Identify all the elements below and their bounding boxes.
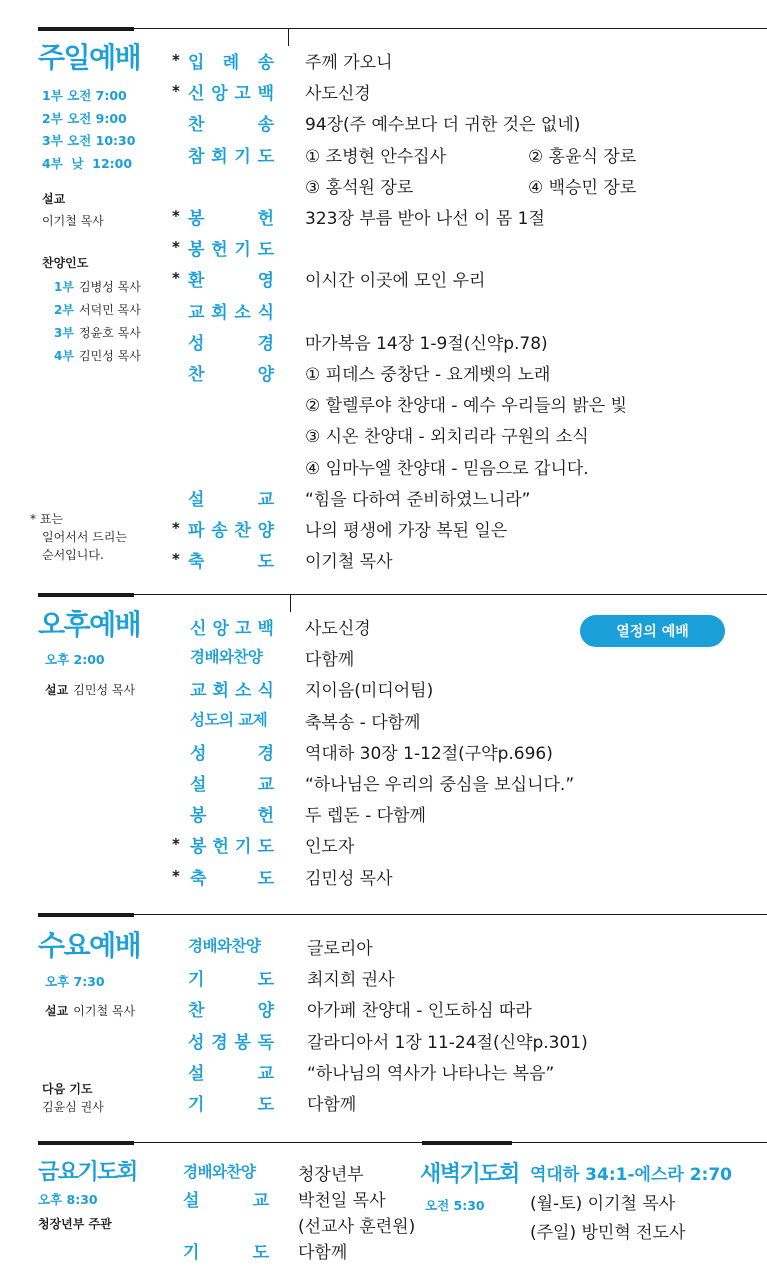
afternoon-top-rule-thick xyxy=(38,593,134,597)
afternoon-row xyxy=(0,799,767,830)
sunday-row xyxy=(0,264,767,295)
sunday-row xyxy=(0,389,767,420)
dawn-top-rule-thick xyxy=(422,1141,512,1145)
order-label: 참 회 기 도 xyxy=(188,146,274,167)
praise-name: 김민성 목사 xyxy=(79,349,141,363)
order-label: 찬 양 xyxy=(188,1001,274,1022)
praise-part: 4부 xyxy=(54,349,74,363)
afternoon-row xyxy=(0,674,767,705)
order-value: ③ 시온 찬양대 - 외치리라 구원의 소식 xyxy=(305,427,589,448)
order-label: 신 앙 고 백 xyxy=(190,619,274,639)
sunday-row xyxy=(0,452,767,483)
standing-marker: * xyxy=(172,269,180,288)
order-label: 찬 양 xyxy=(188,365,274,385)
order-value: 사도신경 xyxy=(305,84,371,105)
order-value: “하나님은 우리의 중심을 보십니다.” xyxy=(305,775,575,795)
sunday-row xyxy=(0,514,767,545)
order-value: 아가페 찬양대 - 인도하심 따라 xyxy=(307,1001,532,1022)
sunday-row xyxy=(0,483,767,514)
order-label: 설 교 xyxy=(188,489,274,510)
sunday-sermon-label: 설교 xyxy=(42,192,66,206)
sunday-row xyxy=(0,420,767,451)
order-value: 글로리아 xyxy=(307,939,373,959)
standing-marker: * xyxy=(172,238,180,257)
wednesday-title: 수요예배 xyxy=(38,929,141,962)
standing-note-3: 순서입니다. xyxy=(42,548,104,562)
wednesday-top-rule-thick xyxy=(38,913,134,917)
wednesday-top-rule xyxy=(134,914,767,915)
order-value: “힘을 다하여 준비하였느니라” xyxy=(305,489,531,510)
order-value: ④ 임마누엘 찬양대 - 믿음으로 갑니다. xyxy=(305,458,589,479)
order-label: 설 교 xyxy=(183,1191,269,1211)
order-label: 신 앙 고 백 xyxy=(188,84,274,105)
order-label: 설 교 xyxy=(190,775,274,795)
order-label: 입 례 송 xyxy=(188,53,274,73)
order-label: 기 도 xyxy=(188,1095,274,1115)
sunday-row xyxy=(0,46,767,77)
order-label: 경배와찬양 xyxy=(183,1163,256,1181)
order-value: 주께 가오니 xyxy=(305,53,393,73)
friday-top-rule xyxy=(134,1142,422,1143)
standing-marker: * xyxy=(172,519,180,537)
sunday-title: 주일예배 xyxy=(38,41,141,74)
sunday-sermon-name: 이기철 목사 xyxy=(42,214,104,228)
wednesday-row xyxy=(0,994,767,1025)
friday-top-rule-thick xyxy=(38,1141,134,1145)
order-label: 성 경 xyxy=(190,743,274,764)
order-value: 마가복음 14장 1-9절(신약p.78) xyxy=(305,333,548,354)
sunday-row xyxy=(0,140,767,171)
friday-title: 금요기도회 xyxy=(38,1160,137,1185)
wednesday-row xyxy=(0,932,767,963)
order-label: 파 송 찬 양 xyxy=(188,521,274,541)
order-label: 교 회 소 식 xyxy=(190,681,274,702)
dawn-time: 오전 5:30 xyxy=(425,1198,485,1213)
order-value: “하나님의 역사가 나타나는 복음” xyxy=(307,1063,555,1084)
standing-marker: * xyxy=(172,82,180,101)
dawn-weekday-preacher: (월-토) 이기철 목사 xyxy=(530,1194,676,1214)
order-label: 기 도 xyxy=(188,970,274,991)
order-value: ① 피데스 중창단 - 요게벳의 노래 xyxy=(305,365,551,385)
afternoon-tick xyxy=(290,594,291,612)
order-value: 지이음(미디어팀) xyxy=(305,681,434,702)
sunday-time-3: 3부 오전 10:30 xyxy=(42,133,136,148)
praise-part: 3부 xyxy=(54,326,74,340)
order-value-secondary: ② 홍윤식 장로 xyxy=(528,146,637,167)
afternoon-row xyxy=(0,862,767,893)
friday-host: 청장년부 주관 xyxy=(38,1217,112,1231)
friday-time: 오후 8:30 xyxy=(38,1192,98,1207)
order-value: 323장 부름 받아 나선 이 몸 1절 xyxy=(305,209,545,229)
order-label: 봉 헌 기 도 xyxy=(190,837,274,858)
standing-marker: * xyxy=(172,550,180,569)
order-value: (선교사 훈련원) xyxy=(298,1217,416,1237)
standing-marker: * xyxy=(172,207,180,225)
wednesday-row xyxy=(0,1057,767,1088)
order-label: 축 도 xyxy=(190,868,274,889)
order-value: 이시간 이곳에 모인 우리 xyxy=(305,271,486,292)
order-label: 봉 헌 xyxy=(190,806,274,827)
standing-note-2: 일어서서 드리는 xyxy=(42,530,127,544)
order-value: 사도신경 xyxy=(305,619,371,639)
order-value: 다함께 xyxy=(307,1095,357,1115)
afternoon-top-rule xyxy=(134,594,767,595)
sunday-time-2: 2부 오전 9:00 xyxy=(42,111,127,126)
afternoon-row xyxy=(0,830,767,861)
standing-marker: * xyxy=(172,835,180,854)
afternoon-sermon-label: 설교 xyxy=(45,683,69,697)
sunday-row xyxy=(0,358,767,389)
order-value: 김민성 목사 xyxy=(305,868,393,889)
order-value: 인도자 xyxy=(305,837,355,858)
afternoon-time: 오후 2:00 xyxy=(45,652,105,667)
order-value: ② 할렐루야 찬양대 - 예수 우리들의 밝은 빛 xyxy=(305,396,627,417)
order-value: ③ 홍석원 장로 xyxy=(305,177,414,198)
sunday-row xyxy=(0,202,767,233)
order-value: 최지희 권사 xyxy=(307,970,395,991)
sunday-row xyxy=(0,327,767,358)
dawn-sunday-preacher: (주일) 방민혁 전도사 xyxy=(530,1223,686,1243)
praise-name: 정윤호 목사 xyxy=(79,326,141,340)
order-value: 축복송 - 다함께 xyxy=(305,712,421,733)
praise-part: 1부 xyxy=(54,280,74,294)
order-value: ① 조병현 안수집사 xyxy=(305,146,447,167)
praise-name: 김병성 목사 xyxy=(79,280,141,294)
order-label: 봉 헌 기 도 xyxy=(188,240,274,261)
order-value: 이기철 목사 xyxy=(305,552,393,573)
order-label: 경배와찬양 xyxy=(188,937,261,955)
standing-note-1: * 표는 xyxy=(30,512,63,526)
sunday-row xyxy=(0,233,767,264)
order-label: 성 경 봉 독 xyxy=(188,1032,274,1053)
next-prayer-name: 김윤심 권사 xyxy=(42,1100,104,1114)
standing-marker: * xyxy=(172,866,180,885)
sunday-top-rule-thick xyxy=(38,27,134,31)
order-label: 성도의 교제 xyxy=(190,710,268,729)
sunday-row xyxy=(0,296,767,327)
praise-part: 2부 xyxy=(54,303,74,317)
standing-marker: * xyxy=(172,51,180,69)
sunday-time-4: 4부 낮 12:00 xyxy=(42,156,133,171)
order-label: 환 영 xyxy=(188,271,274,292)
order-value: 94장(주 예수보다 더 귀한 것은 없네) xyxy=(305,115,581,136)
afternoon-row xyxy=(0,643,767,674)
wednesday-row xyxy=(0,1088,767,1119)
sunday-row xyxy=(0,171,767,202)
afternoon-sermon-name: 김민성 목사 xyxy=(73,683,136,697)
order-label: 축 도 xyxy=(188,552,274,573)
sunday-time-1: 1부 오전 7:00 xyxy=(42,88,127,103)
order-label: 경배와찬양 xyxy=(190,648,263,667)
order-label: 성 경 xyxy=(188,333,274,354)
order-label: 교 회 소 식 xyxy=(188,302,274,323)
next-prayer-label: 다음 기도 xyxy=(42,1082,93,1096)
order-label: 기 도 xyxy=(183,1243,269,1263)
order-value: 청장년부 xyxy=(298,1165,364,1185)
afternoon-title: 오후예배 xyxy=(38,608,141,641)
order-label: 봉 헌 xyxy=(188,209,274,229)
afternoon-row xyxy=(0,768,767,799)
praise-name: 서덕민 목사 xyxy=(79,303,141,317)
afternoon-row xyxy=(0,737,767,768)
sunday-row xyxy=(0,77,767,108)
sunday-row xyxy=(0,545,767,576)
order-value: 역대하 30장 1-12절(구약p.696) xyxy=(305,743,553,764)
sunday-tick xyxy=(288,28,289,46)
order-value: 갈라디아서 1장 11-24절(신약p.301) xyxy=(307,1032,588,1053)
sunday-praise-label: 찬양인도 xyxy=(42,256,89,270)
order-value: 다함께 xyxy=(305,650,355,671)
sunday-top-rule xyxy=(134,28,767,29)
wednesday-sermon-name: 이기철 목사 xyxy=(73,1004,136,1018)
afternoon-row xyxy=(0,612,767,643)
wednesday-time: 오후 7:30 xyxy=(45,974,105,989)
sunday-row xyxy=(0,108,767,139)
order-value: 두 렙돈 - 다함께 xyxy=(305,806,426,827)
afternoon-row xyxy=(0,706,767,737)
order-value: 박천일 목사 xyxy=(298,1191,386,1211)
dawn-scripture: 역대하 34:1-에스라 2:70 xyxy=(530,1165,732,1185)
dawn-top-rule xyxy=(512,1142,767,1143)
wednesday-row xyxy=(0,1026,767,1057)
passion-worship-badge: 열정의 예배 xyxy=(580,615,725,647)
order-value: 나의 평생에 가장 복된 일은 xyxy=(305,521,508,541)
dawn-title: 새벽기도회 xyxy=(420,1162,519,1187)
wednesday-sermon-label: 설교 xyxy=(45,1004,69,1018)
order-value-secondary: ④ 백승민 장로 xyxy=(528,177,637,198)
wednesday-row xyxy=(0,963,767,994)
order-label: 찬 송 xyxy=(188,115,274,136)
order-value: 다함께 xyxy=(298,1243,348,1263)
order-label: 설 교 xyxy=(188,1063,274,1084)
